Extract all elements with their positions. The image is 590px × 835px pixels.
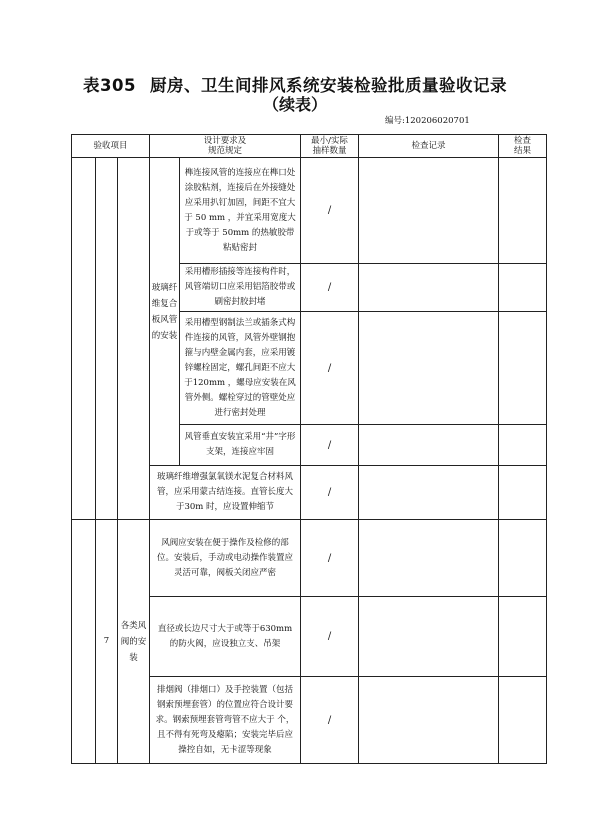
requirement-cell: 玻璃纤维增强氯氧镁水泥复合材料风管，应采用蒙古结连接。直管长度大于30m 时，应设置伸缩节 <box>150 466 301 520</box>
requirement-cell: 直径或长边尺寸大于或等于630mm 的防火阀，应设独立支、吊架 <box>150 597 301 677</box>
sample-cell: / <box>301 677 359 764</box>
col-sample-header: 最小/实际 抽样数量 <box>301 135 359 158</box>
record-cell[interactable] <box>359 264 499 312</box>
page-title: 表305 厨房、卫生间排风系统安装检验批质量验收记录 <box>83 76 507 95</box>
requirement-cell: 采用槽型钢制法兰或插条式构件连接的风管，风管外壁钢抱箍与内壁金属内套，应采用镀锌螺栓固定，螺孔间距不应大于120mm ，螺母应安装在风管外侧。螺栓穿过的管壁处应进行密封处理 <box>180 312 301 425</box>
blank-cell <box>72 158 96 520</box>
requirement-cell: 风管垂直安装宜采用“井”字形支架，连接应牢固 <box>180 425 301 466</box>
page-subtitle: （续表） <box>262 95 327 114</box>
result-cell[interactable] <box>499 466 547 520</box>
blank-cell <box>96 158 118 520</box>
col-result-header: 检查 结果 <box>499 135 547 158</box>
requirement-cell: 采用槽形插接等连接构件时，风管端切口应采用铝箔胶带或刷密封胶封堵 <box>180 264 301 312</box>
blank-cell <box>118 158 150 520</box>
sample-cell: / <box>301 597 359 677</box>
record-cell[interactable] <box>359 677 499 764</box>
col-design-header: 设计要求及 规范规定 <box>150 135 301 158</box>
record-code: 编号:120206020701 <box>385 116 470 126</box>
result-cell[interactable] <box>499 158 547 264</box>
sample-cell: / <box>301 425 359 466</box>
requirement-cell: 排烟阀（排烟口）及手控装置（包括钢索预埋套管）的位置应符合设计要求。钢索预埋套管弯管不应大于 个，且不得有死弯及瘪陷；安装完毕后应操控自如，无卡涩等现象 <box>150 677 301 764</box>
sample-cell: / <box>301 312 359 425</box>
requirement-cell: 榫连接风管的连接应在榫口处涂胶粘剂，连接后在外接缝处应采用扒钉加固，间距不宜大于 50 mm ，并宜采用宽度大于或等于 50mm 的热敏胶带粘贴密封 <box>180 158 301 264</box>
col-record-header: 检查记录 <box>359 135 499 158</box>
result-cell[interactable] <box>499 312 547 425</box>
table-row <box>72 520 547 597</box>
blank-cell <box>72 520 96 764</box>
col-item-header: 验收项目 <box>72 135 150 158</box>
inspection-table <box>71 134 547 764</box>
table-row <box>72 158 547 264</box>
record-cell[interactable] <box>359 466 499 520</box>
result-cell[interactable] <box>499 264 547 312</box>
subcategory-cell: 玻璃纤维复合板风管的安装 <box>150 158 180 466</box>
sample-cell: / <box>301 264 359 312</box>
sample-cell: / <box>301 466 359 520</box>
item-number-cell: 7 <box>96 520 118 764</box>
header-row <box>72 135 547 158</box>
record-cell[interactable] <box>359 425 499 466</box>
result-cell[interactable] <box>499 597 547 677</box>
requirement-cell: 风阀应安装在便于操作及检修的部位。安装后，手动或电动操作装置应灵活可靠，阀板关闭应严密 <box>150 520 301 597</box>
category-cell: 各类风阀的安装 <box>118 520 150 764</box>
result-cell[interactable] <box>499 677 547 764</box>
result-cell[interactable] <box>499 520 547 597</box>
record-cell[interactable] <box>359 312 499 425</box>
sample-cell: / <box>301 520 359 597</box>
record-cell[interactable] <box>359 597 499 677</box>
record-cell[interactable] <box>359 520 499 597</box>
record-cell[interactable] <box>359 158 499 264</box>
result-cell[interactable] <box>499 425 547 466</box>
sample-cell: / <box>301 158 359 264</box>
